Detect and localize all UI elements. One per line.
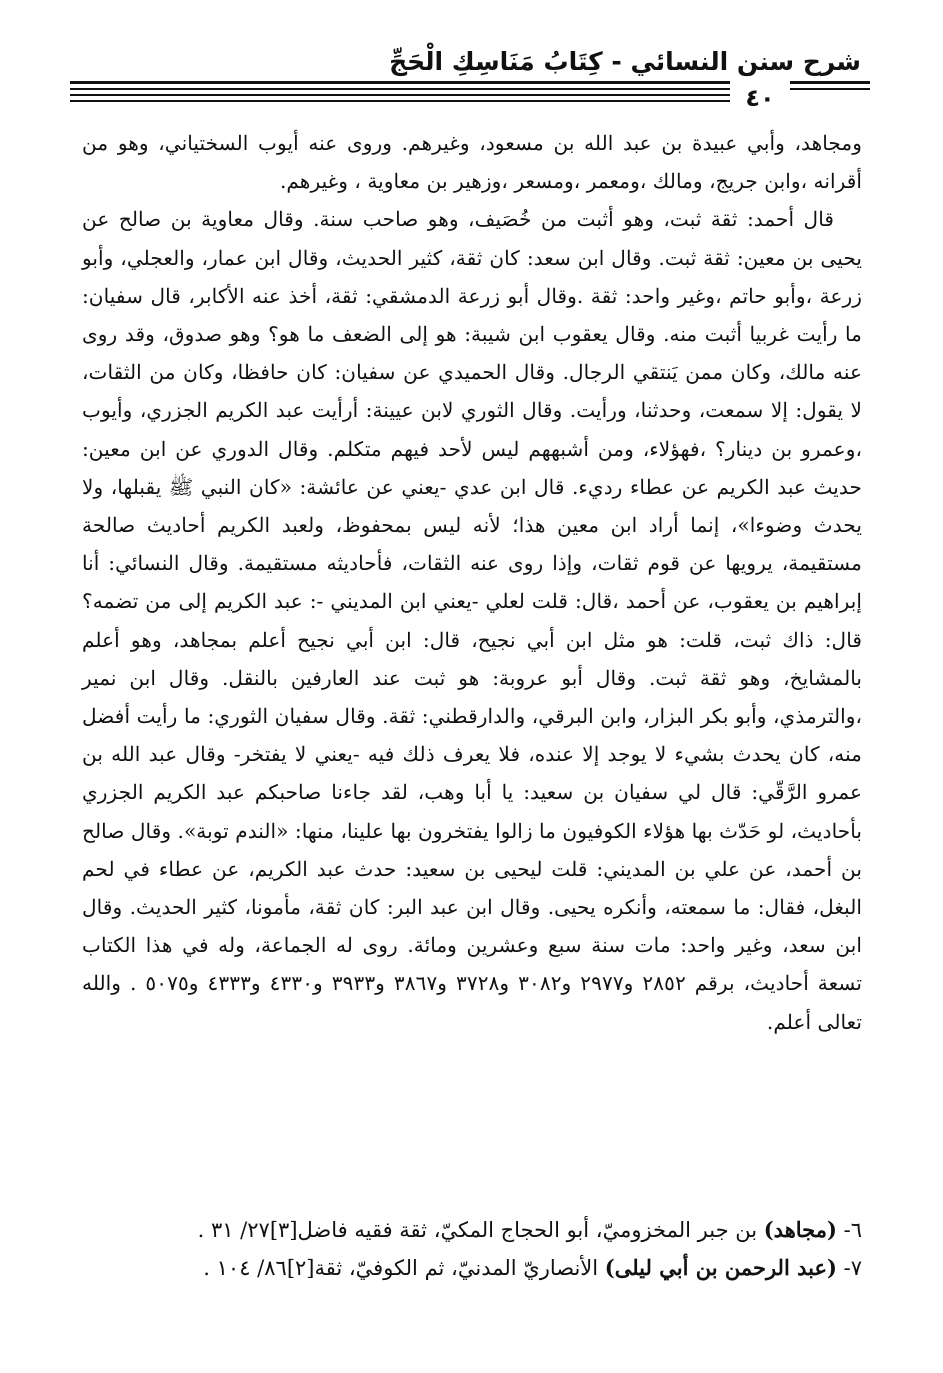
header-rule-lower-b: [70, 100, 790, 102]
note-number: ٧-: [843, 1256, 862, 1280]
note-item: [82, 1211, 862, 1249]
header-rule-lower-a: [70, 94, 790, 96]
note-narrator-name: (مجاهد): [763, 1217, 837, 1242]
note-text: الأنصاريّ المدنيّ، ثم الكوفيّ، ثقة[٢]٨٦/ ١٠٤ .: [203, 1256, 605, 1280]
paragraph-1: ومجاهد، وأبي عبيدة بن عبد الله بن مسعود، وغيرهم. وروى عنه أيوب السختياني، وهو من أقرانه ،وابن جريج، ومالك ،ومعمر ،ومسعر ،وزهير بن معاوية ، وغيرهم.: [82, 131, 862, 194]
narrator-notes: [82, 1211, 862, 1287]
note-text: بن جبر المخزوميّ، أبو الحجاج المكيّ، ثقة فقيه فاضل[٣]٢٧/ ٣١ .: [197, 1218, 764, 1242]
note-item: [82, 1249, 862, 1287]
running-header-title: شرح سنن النسائي - كِتَابُ مَنَاسِكِ الْحَجِّ: [389, 47, 861, 76]
paragraph-2: قال أحمد: ثقة ثبت، وهو أثبت من خُصَيف، وهو صاحب سنة. وقال معاوية بن صالح عن يحيى بن معين: ثقة ثبت. وقال ابن سعد: كان ثقة، كثير الحديث، وقال ابن عمار، والعجلي، وأبو زرعة ،وأبو حاتم ،وغير واحد: ثقة .وقال أبو زرعة الدمشقي: ثقة، أخذ عنه الأكابر، قال سفيان: ما رأيت غربيا أثبت منه. وقال يعقوب ابن شيبة: هو إلى الضعف ما هو؟ وهو صدوق، وقد روى عنه مالك، وكان ممن يَنتقي الرجال. وقال الحميدي عن سفيان: كان حافظا، وكان من الثقات، لا يقول: إلا سمعت، وحدثنا، ورأيت. وقال الثوري لابن عيينة: أرأيت عبد الكريم الجزري، وأيوب ،وعمرو بن دينار؟ ،فهؤلاء، ومن أشبههم ليس لأحد فيهم متكلم. وقال الدوري عن ابن معين: حديث عبد الكريم عن عطاء رديء. قال ابن عدي -يعني عن عائشة: «كان النبي ﷺ يقبلها، ولا يحدث وضوءا»، إنما أراد ابن معين هذا؛ لأنه ليس بمحفوظ، ولعبد الكريم أحاديث صالحة مستقيمة، يرويها عن قوم ثقات، وإذا روى عنه الثقات، فأحاديثه مستقيمة. وقال النسائي: أنا إبراهيم بن يعقوب، عن أحمد ،قال: قلت لعلي -يعني ابن المديني -: عبد الكريم إلى من تضمه؟ قال: ذاك ثبت، قلت: هو مثل ابن أبي نجيح، قال: ابن أبي نجيح أعلم بمجاهد، وهو أعلم بالمشايخ، وهو ثقة ثبت. وقال أبو عروبة: هو ثبت عند العارفين بالنقل. وقال ابن نمير ،والترمذي، وأبو بكر البزار، وابن البرقي، والدارقطني: ثقة. وقال سفيان الثوري: ما رأيت أفضل منه، كان يحدث بشيء لا يوجد إلا عنده، فلا يعرف ذلك فيه -يعني لا يفتخر- وقال عبد الله بن عمرو الرَّقّي: قال لي سفيان بن سعيد: يا أبا وهب، لقد جاءنا صاحبكم عبد الكريم الجزري بأحاديث، لو حَدّث بها هؤلاء الكوفيون ما زالوا يفتخرون بها علينا، منها: «الندم توبة». وقال صالح بن أحمد، عن علي بن المديني: قلت ليحيى بن سعيد: حدث عبد الكريم، عن عطاء في لحم البغل، فقال: ما سمعته، وأنكره يحيى. وقال ابن عبد البر: كان ثقة، مأمونا، كثير الحديث. وقال ابن سعد، وغير واحد: مات سنة سبع وعشرين ومائة. روى له الجماعة، وله في هذا الكتاب تسعة أحاديث، برقم ٢٨٥٢ و٢٩٧٧ و٣٠٨٢ و٣٧٢٨ و٣٨٦٧ و٣٩٣٣ و٤٣٣٠ و٤٣٣٣ و٥٠٧٥ . والله تعالى أعلم.: [82, 207, 862, 1034]
page-number: ٤٠: [730, 80, 790, 116]
note-narrator-name: (عبد الرحمن بن أبي ليلى): [604, 1255, 837, 1280]
note-number: ٦-: [843, 1218, 862, 1242]
main-text: [82, 124, 862, 1041]
